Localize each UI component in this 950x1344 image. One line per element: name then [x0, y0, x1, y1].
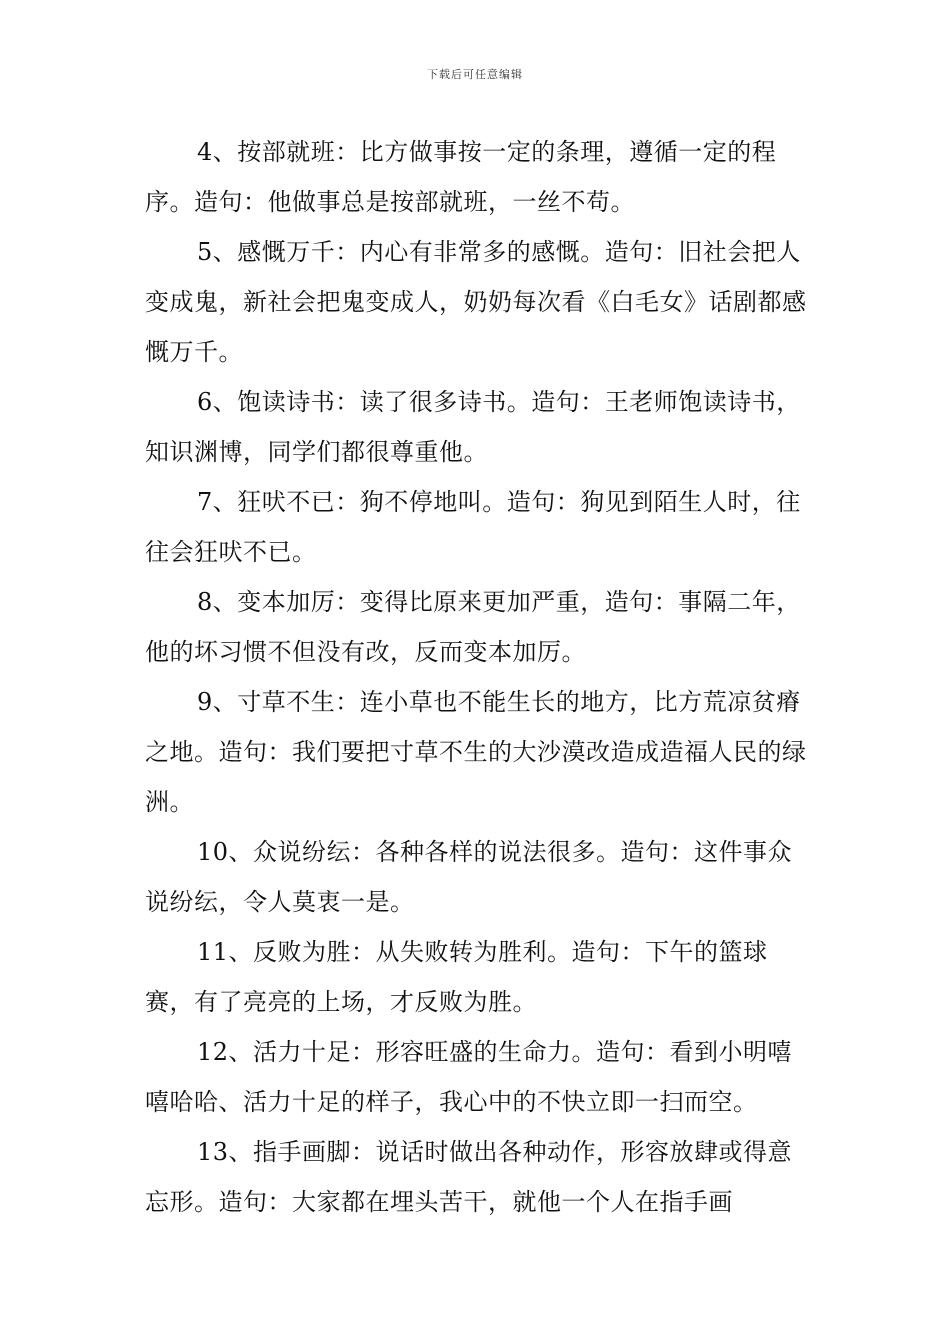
paragraph-9: 9、寸草不生：连小草也不能生长的地方，比方荒凉贫瘠之地。造句：我们要把寸草不生的大沙漠改造成造福人民的绿洲。: [145, 688, 807, 816]
paragraph-13: 13、指手画脚：说话时做出各种动作，形容放肆或得意忘形。造句：大家都在埋头苦干，就他一个人在指手画: [145, 1138, 793, 1216]
paragraph-5: 5、感慨万千：内心有非常多的感慨。造句：旧社会把人变成鬼，新社会把鬼变成人，奶奶每次看《白毛女》话剧都感慨万千。: [145, 238, 807, 366]
document-body: [145, 127, 810, 1227]
paragraph-11: 11、反败为胜：从失败转为胜利。造句：下午的篮球赛，有了亮亮的上场，才反败为胜。: [145, 938, 768, 1016]
paragraph-10: 10、众说纷纭：各种各样的说法很多。造句：这件事众说纷纭，令人莫衷一是。: [145, 838, 793, 916]
paragraph-6: 6、饱读诗书：读了很多诗书。造句：王老师饱读诗书，知识渊博，同学们都很尊重他。: [145, 388, 801, 466]
paragraph-8: 8、变本加厉：变得比原来更加严重，造句：事隔二年，他的坏习惯不但没有改，反而变本加厉。: [145, 588, 801, 666]
paragraph-7: 7、狂吠不已：狗不停地叫。造句：狗见到陌生人时，往往会狂吠不已。: [145, 488, 801, 566]
paragraph-4: 4、按部就班：比方做事按一定的条理，遵循一定的程序。造句：他做事总是按部就班，一丝不苟。: [145, 138, 777, 216]
paragraph-12: 12、活力十足：形容旺盛的生命力。造句：看到小明嘻嘻哈哈、活力十足的样子，我心中的不快立即一扫而空。: [145, 1038, 793, 1116]
page-header: 下载后可任意编辑: [427, 68, 523, 81]
